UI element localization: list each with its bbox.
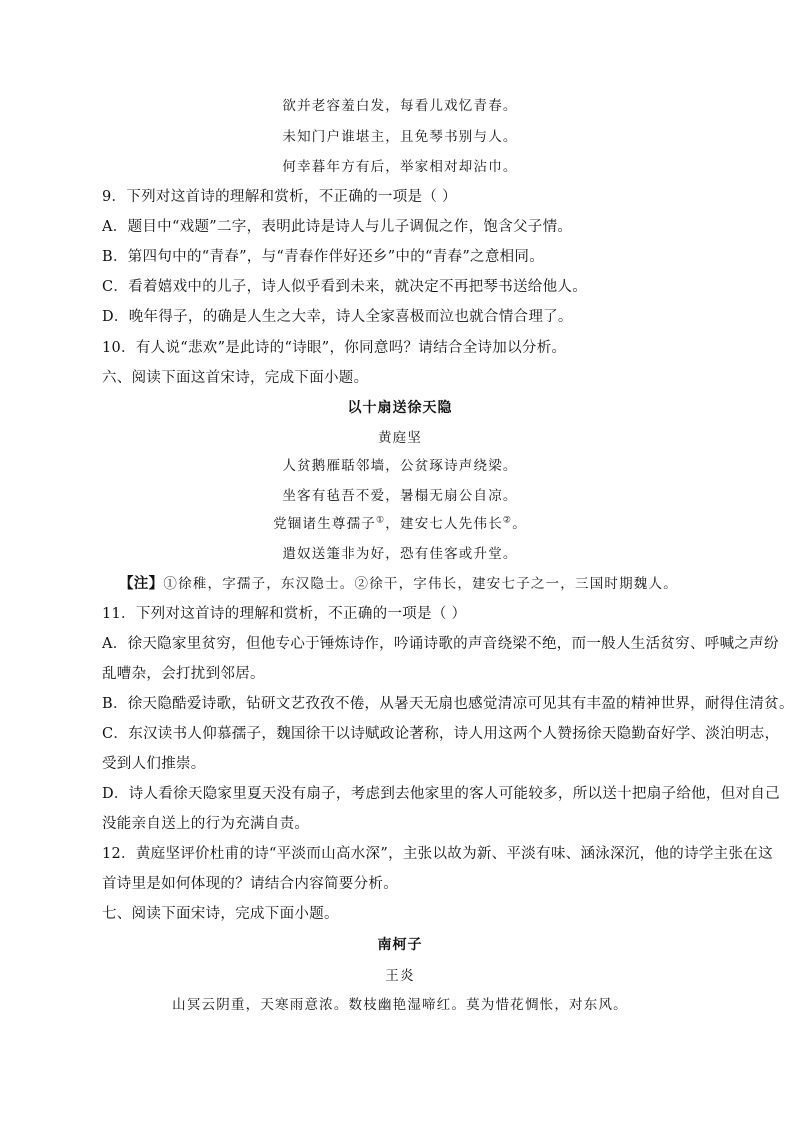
poem2-title: 以十扇送徐天隐 — [347, 400, 453, 416]
poem2-line-1: 人贫鹅雁聒邻墙，公贫琢诗声绕梁。 — [282, 458, 518, 474]
question-11-option-c-line-2: 受到人们推崇。 — [102, 756, 206, 772]
poem2-line-2: 坐客有毡吾不爱，暑榻无扇公自凉。 — [282, 488, 518, 504]
annotation-tag: 【注】 — [119, 575, 164, 592]
poem2-line-4: 遣奴送箑非为好，恐有佳客或升堂。 — [282, 546, 518, 562]
question-11-option-d-line-1: D．诗人看徐天隐家里夏天没有扇子，考虑到去他家里的客人可能较多，所以送十把扇子给他，但对自己 — [102, 786, 780, 802]
poem1-line-3: 何幸暮年方有后，举家相对却沾巾。 — [282, 159, 518, 175]
question-9-option-b: B．第四句中的“青春”，与“青春作伴好还乡”中的“青春”之意相同。 — [102, 249, 545, 265]
poem3-title: 南柯子 — [377, 937, 423, 953]
annotation-note — [119, 574, 678, 594]
poem2-line-3-part-3: 。 — [512, 516, 527, 532]
poem1-line-1: 欲并老容羞白发，每看儿戏忆青春。 — [282, 98, 518, 114]
poem3-author: 王炎 — [385, 968, 415, 984]
poem2-line-3-part-1: 党锢诸生尊孺子 — [273, 516, 377, 532]
question-12-line-2: 首诗里是如何体现的？请结合内容简要分析。 — [102, 876, 398, 892]
question-11-option-a-line-2: 乱嘈杂，会打扰到邻居。 — [102, 666, 265, 682]
question-9-option-c: C．看着嬉戏中的儿子，诗人似乎看到未来，就决定不再把琴书送给他人。 — [102, 279, 587, 295]
poem3-line-1: 山冥云阴重，天寒雨意浓。数枝幽艳湿啼红。莫为惜花惆怅，对东风。 — [172, 997, 628, 1013]
annotation-text: ①徐稚，字孺子，东汉隐士。②徐干，字伟长，建安七子之一，三国时期魏人。 — [163, 576, 678, 592]
question-11-option-d-line-2: 没能亲自送上的行为充满自责。 — [102, 816, 310, 832]
question-9-stem: 9．下列对这首诗的理解和赏析，不正确的一项是（ ） — [102, 189, 457, 205]
section-7-heading: 七、阅读下面宋诗，完成下面小题。 — [102, 906, 339, 922]
poem2-author: 黄庭坚 — [377, 430, 423, 446]
footnote-marker-2: ② — [502, 515, 513, 526]
poem2-line-3 — [0, 514, 800, 534]
question-11-option-c-line-1: C．东汉读书人仰慕孺子，魏国徐干以诗赋政论著称，诗人用这两个人赞扬徐天隐勤奋好学、淡泊明志， — [102, 726, 780, 742]
section-6-heading: 六、阅读下面这首宋诗，完成下面小题。 — [102, 370, 369, 386]
poem1-line-2: 未知门户谁堪主，且免琴书别与人。 — [282, 129, 518, 145]
question-12-line-1: 12．黄庭坚评价杜甫的诗“平淡而山高水深”，主张以故为新、平淡有味、涵泳深沉，他的诗学主张在这 — [102, 846, 773, 862]
question-11-option-a-line-1: A．徐天隐家里贫穷，但他专心于锤炼诗作，吟诵诗歌的声音绕梁不绝，而一般人生活贫穷、呼喊之声纷 — [102, 636, 779, 652]
poem2-line-3-part-2: ，建安七人先伟长 — [385, 516, 503, 532]
question-10: 10．有人说“悲欢”是此诗的“诗眼”，你同意吗？请结合全诗加以分析。 — [102, 340, 567, 356]
question-11-stem: 11．下列对这首诗的理解和赏析，不正确的一项是（ ） — [102, 606, 467, 622]
question-9-option-d: D．晚年得子，的确是人生之大幸，诗人全家喜极而泣也就合情合理了。 — [102, 309, 573, 325]
question-11-option-b: B．徐天隐酷爱诗歌，钻研文艺孜孜不倦，从暑天无扇也感觉清凉可见其有丰盈的精神世界，耐得住清贫。 — [102, 696, 794, 712]
footnote-marker-1: ① — [376, 515, 386, 526]
question-9-option-a: A．题目中“戏题”二字，表明此诗是诗人与儿子调侃之作，饱含父子情。 — [102, 219, 573, 235]
